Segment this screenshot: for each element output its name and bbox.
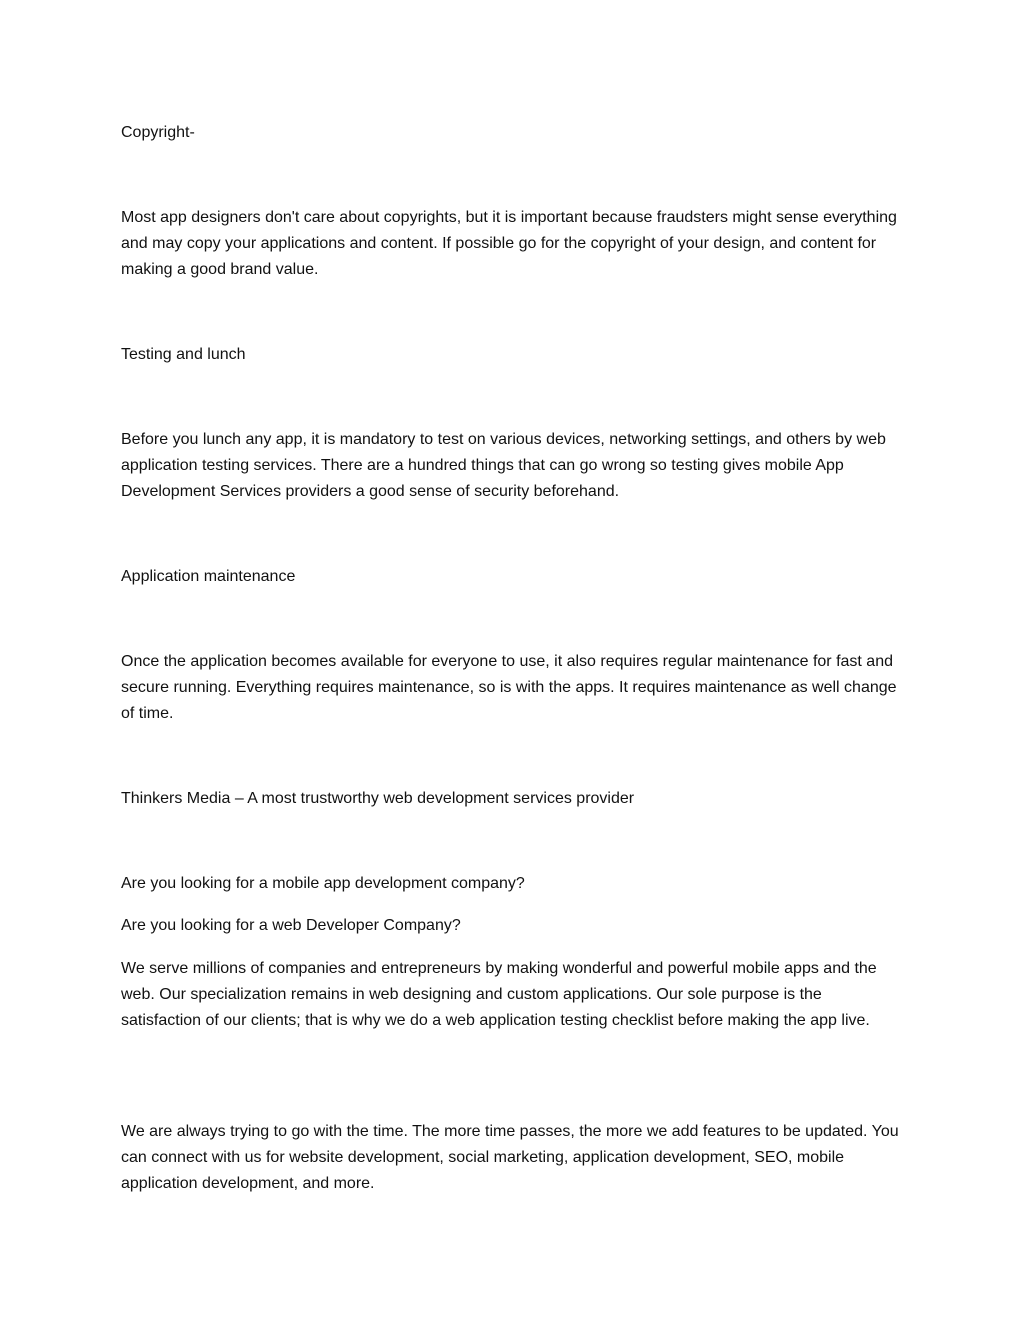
heading-thinkers-media: Thinkers Media – A most trustworthy web development services provider — [121, 790, 635, 807]
heading-testing-and-lunch: Testing and lunch — [121, 346, 246, 363]
paragraph-maintenance: Once the application becomes available for everyone to use, it also requires regular maintenance for fast and secure running. Everything requires maintenance, so is with the apps. It requires maintenance as well change of time. — [121, 653, 897, 722]
paragraph-closing: We are always trying to go with the time. The more time passes, the more we add features to be updated. You can connect with us for website development, social marketing, application development, SEO, mobile application development, and more. — [121, 1123, 899, 1192]
question-mobile-app-company: Are you looking for a mobile app development company? — [121, 875, 525, 892]
paragraph-services: We serve millions of companies and entrepreneurs by making wonderful and powerful mobile apps and the web. Our specialization remains in web designing and custom applications. Our sole purpose is the satisfaction of our clients; that is why we do a web application testing checklist before making the app live. — [121, 960, 877, 1029]
paragraph-copyright: Most app designers don't care about copyrights, but it is important because fraudsters might sense everything and may copy your applications and content. If possible go for the copyright of your design, and content for making a good brand value. — [121, 209, 897, 278]
paragraph-testing: Before you lunch any app, it is mandatory to test on various devices, networking settings, and others by web application testing services. There are a hundred things that can go wrong so testing gives mobile App Development Services providers a good sense of security beforehand. — [121, 431, 886, 500]
question-web-developer-company: Are you looking for a web Developer Company? — [121, 917, 461, 934]
heading-application-maintenance: Application maintenance — [121, 568, 296, 585]
heading-copyright: Copyright- — [121, 124, 195, 141]
